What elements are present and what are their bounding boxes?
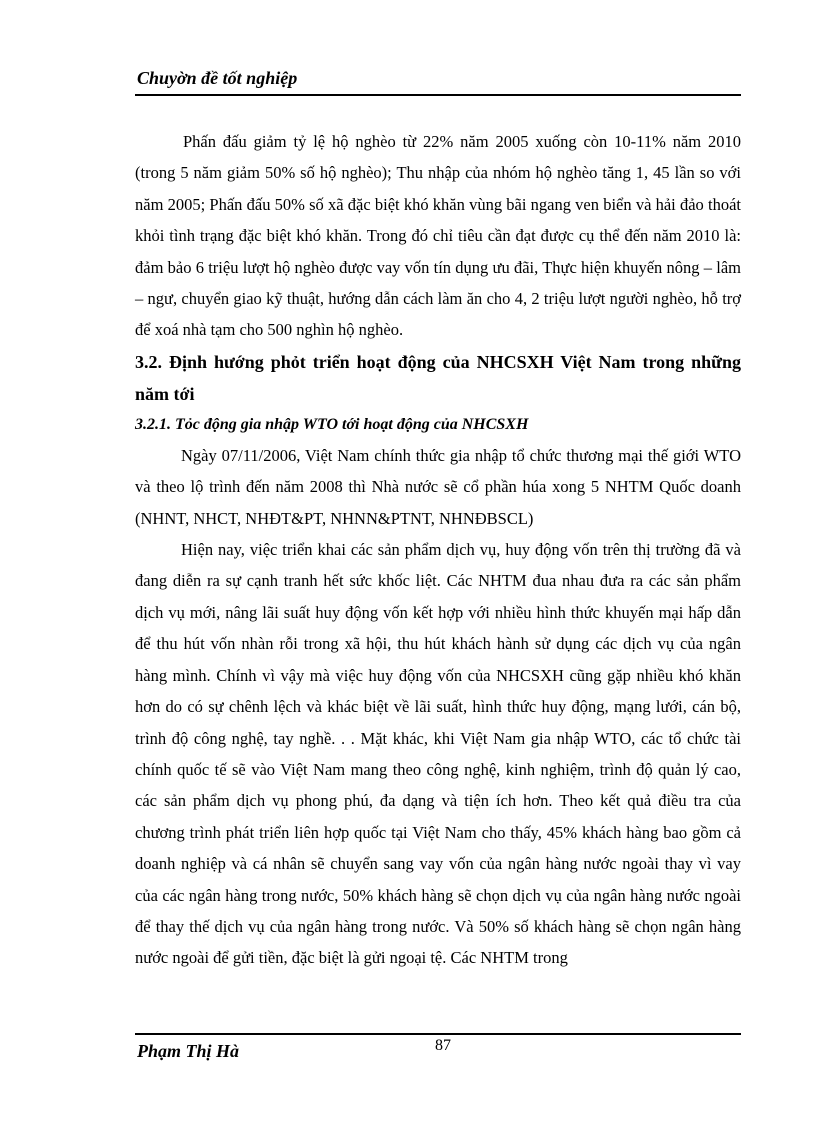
page-footer	[135, 1033, 741, 1075]
author-name: Phạm Thị Hà	[137, 1041, 240, 1061]
document-title: Chuyờn đề tốt nghiệp	[137, 68, 298, 88]
page-number: 87	[435, 1037, 451, 1054]
page-content	[135, 126, 741, 974]
section-heading: 3.2. Định hướng phỏt triển hoạt động của NHCSXH Việt Nam trong những năm tới	[135, 351, 741, 404]
page-header	[135, 62, 741, 96]
body-paragraph: Ngày 07/11/2006, Việt Nam chính thức gia nhập tổ chức thương mại thế giới WTO và theo lộ trình đến năm 2008 thì Nhà nước sẽ cổ phần húa xong 5 NHTM Quốc doanh (NHNT, NHCT, NHĐT&PT, NHNN&PTNT, NHNĐBSCL)	[135, 445, 741, 528]
body-paragraph: Phấn đấu giảm tỷ lệ hộ nghèo từ 22% năm 2005 xuống còn 10-11% năm 2010 (trong 5 năm giảm 50% số hộ nghèo); Thu nhập của nhóm hộ nghèo tăng 1, 45 lần so với năm 2005; Phấn đấu 50% số xã đặc biệt khó khăn vùng bãi ngang ven biển và hải đảo thoát khỏi tình trạng đặc biệt khó khăn. Trong đó chỉ tiêu cần đạt được cụ thể đến năm 2010 là: đảm bảo 6 triệu lượt hộ nghèo được vay vốn tín dụng ưu đãi, Thực hiện khuyến nông – lâm – ngư, chuyển giao kỹ thuật, hướng dẫn cách làm ăn cho 4, 2 triệu lượt người nghèo, hỗ trợ để xoá nhà tạm cho 500 nghìn hộ nghèo.	[135, 132, 741, 340]
subsection-heading: 3.2.1. Tỏc động gia nhập WTO tới hoạt động của NHCSXH	[135, 415, 529, 433]
body-paragraph: Hiện nay, việc triển khai các sản phẩm dịch vụ, huy động vốn trên thị trường đã và đang diễn ra sự cạnh tranh hết sức khốc liệt. Các NHTM đua nhau đưa ra các sản phẩm dịch vụ mới, nâng lãi suất huy động vốn kết hợp với nhiều hình thức khuyến mại hấp dẫn để thu hút vốn nhàn rỗi trong xã hội, thu hút khách hành sử dụng các dịch vụ của ngân hàng mình. Chính vì vậy mà việc huy động vốn của NHCSXH cũng gặp nhiều khó khăn hơn do có sự chênh lệch và khác biệt về lãi suất, hình thức huy động, mạng lưới, cán bộ, trình độ công nghệ, tay nghề. . . Mặt khác, khi Việt Nam gia nhập WTO, các tổ chức tài chính quốc tế sẽ vào Việt Nam mang theo công nghệ, kinh nghiệm, trình độ quản lý cao, các sản phẩm dịch vụ phong phú, đa dạng và tiện ích hơn. Theo kết quả điều tra của chương trình phát triển liên hợp quốc tại Việt Nam cho thấy, 45% khách hàng bao gồm cả doanh nghiệp và cá nhân sẽ chuyển sang vay vốn của ngân hàng nước ngoài thay vì vay của các ngân hàng trong nước, 50% khách hàng sẽ chọn dịch vụ của ngân hàng nước ngoài để thay thế dịch vụ của ngân hàng trong nước. Và 50% số khách hàng sẽ chọn ngân hàng nước ngoài để gửi tiền, đặc biệt là gửi ngoại tệ. Các NHTM trong	[135, 540, 741, 968]
